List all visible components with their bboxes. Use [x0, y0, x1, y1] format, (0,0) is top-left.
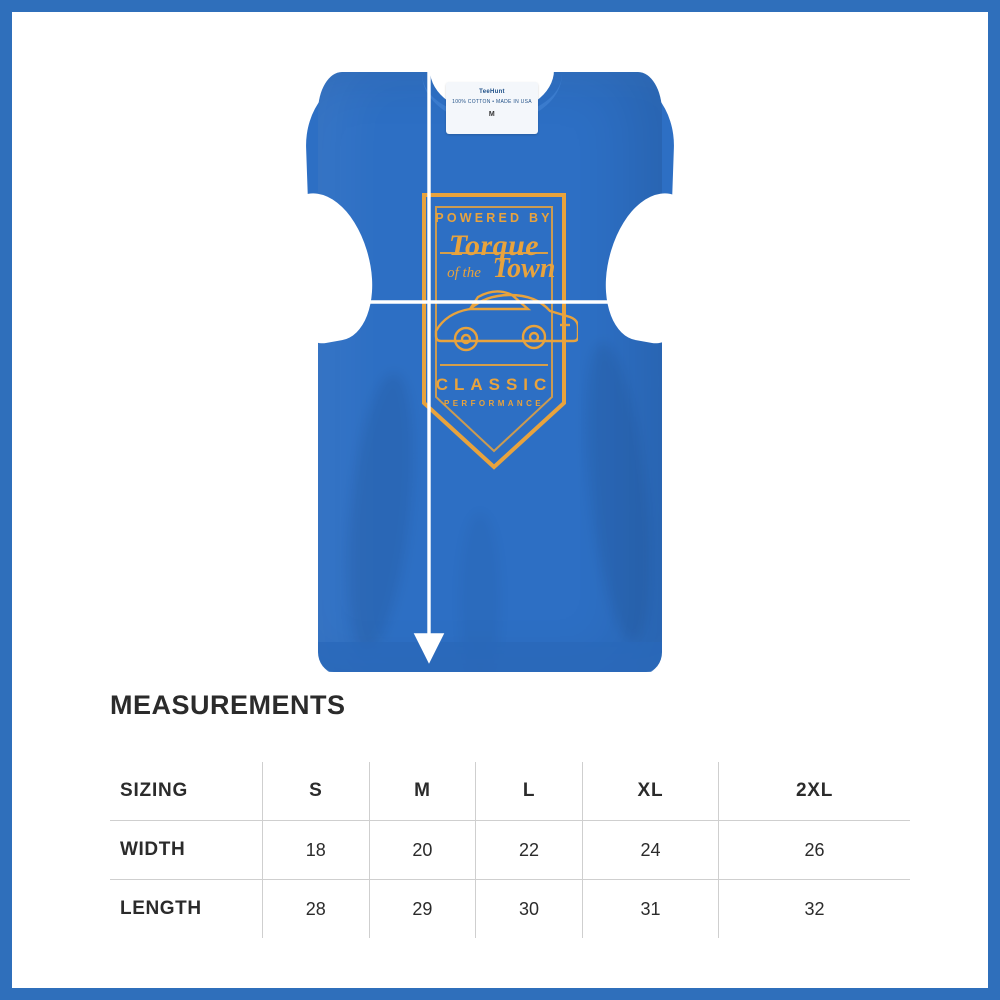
print-script-line1: Torque [448, 229, 540, 262]
print-script-line2: of the [447, 265, 481, 281]
shirt-hem [318, 642, 662, 672]
length-l: 30 [476, 880, 583, 939]
print-sub-text: PERFORMANCE [443, 399, 545, 408]
length-xl: 31 [582, 880, 718, 939]
print-script-line3: Town [492, 253, 556, 284]
length-s: 28 [263, 880, 370, 939]
column-header-2xl: 2XL [719, 762, 910, 821]
width-m: 20 [369, 821, 476, 880]
column-header-sizing: SIZING [110, 762, 263, 821]
table-row [110, 821, 910, 880]
print-bottom-text: CLASSIC [435, 375, 553, 394]
column-header-m: M [369, 762, 476, 821]
column-header-l: L [476, 762, 583, 821]
row-label-width: WIDTH [110, 821, 263, 880]
width-s: 18 [263, 821, 370, 880]
print-top-text: POWERED BY [435, 211, 553, 225]
shirt-illustration [290, 42, 690, 672]
width-xl: 24 [582, 821, 718, 880]
width-l: 22 [476, 821, 583, 880]
column-header-xl: XL [582, 762, 718, 821]
table-row [110, 880, 910, 939]
neck-label-line2: 100% COTTON • MADE IN USA [452, 99, 532, 106]
size-table [110, 762, 910, 938]
garment-photo [12, 12, 988, 672]
measurements-title: MEASUREMENTS [110, 690, 346, 720]
row-label-length: LENGTH [110, 880, 263, 939]
size-chart-card [12, 12, 988, 988]
table-header-row [110, 762, 910, 821]
neck-label-brand: TeeHunt [479, 89, 505, 95]
column-header-s: S [263, 762, 370, 821]
length-m: 29 [369, 880, 476, 939]
neck-label [446, 82, 538, 134]
width-2xl: 26 [719, 821, 910, 880]
neck-label-size: M [488, 110, 496, 118]
length-2xl: 32 [719, 880, 910, 939]
chest-print-graphic [410, 187, 578, 475]
